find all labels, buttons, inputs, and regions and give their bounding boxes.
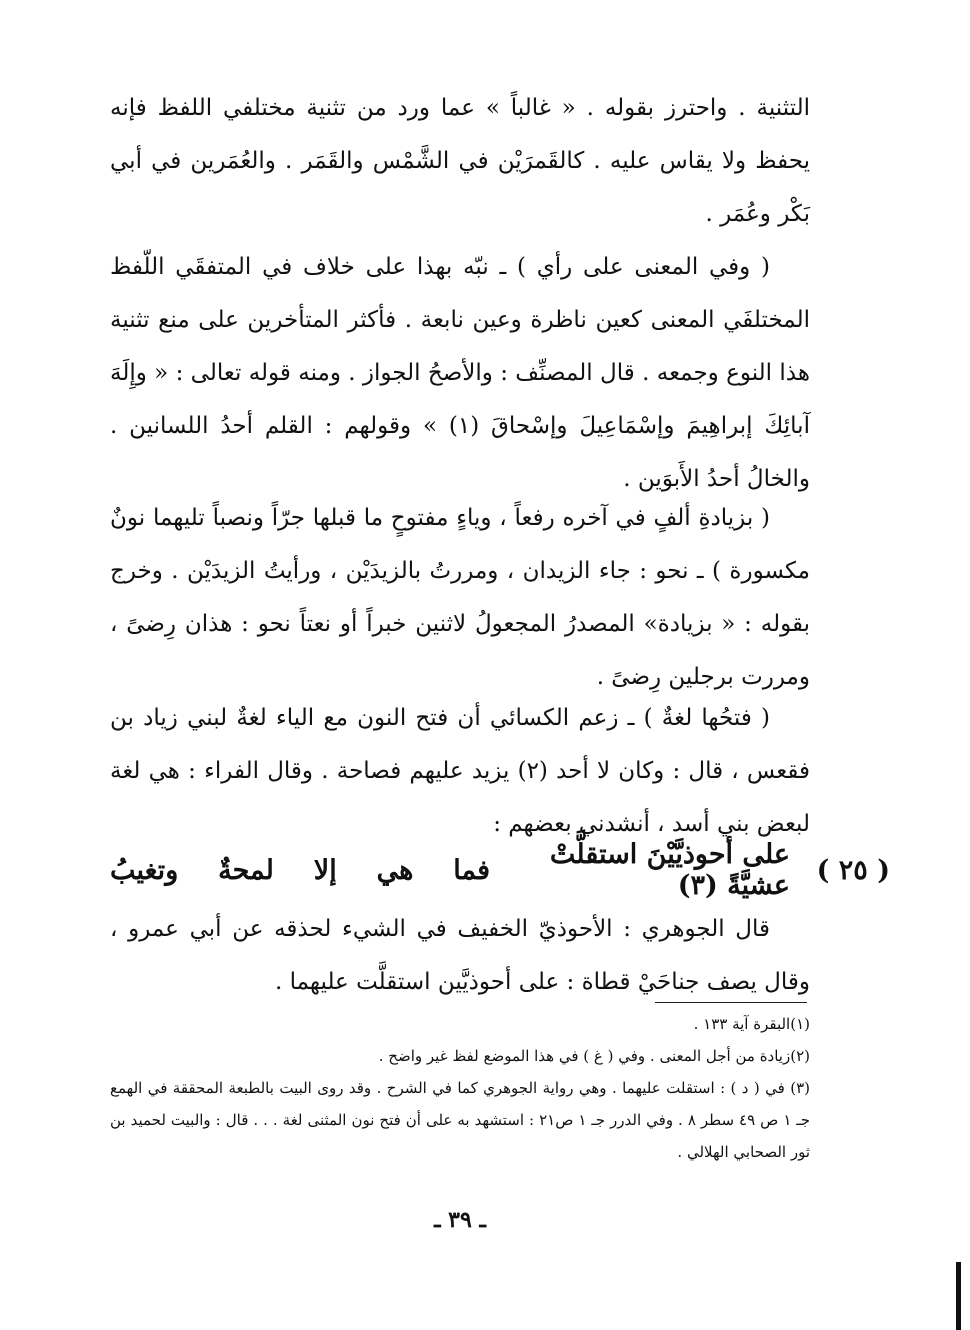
page-number: ـ ٣٩ ـ: [434, 1207, 486, 1233]
footnote: (٢)زيادة من أجل المعنى . وفي ( غ ) في هذا الموضع لفظ غير واضح .: [378, 1047, 810, 1065]
footnote-divider: [655, 1002, 807, 1003]
body-paragraph: ( فتحُها لغةٌ ) ـ زعم الكسائي أن فتح النون مع الياء لغةٌ لبني زياد بن فقعس ، قال : وكان لا أحد (٢) يزيد عليهم فصاحة . وقال الفراء : هي لغة لبعض بني أسد ، أنشدني بعضهم :: [110, 705, 810, 837]
poetry-verse: [110, 840, 890, 900]
footnotes: [110, 1008, 810, 1168]
body-paragraph: التثنية . واحترز بقوله . « غالباً » عما ورد من تثنية مختلفي اللفظ فإنه يحفظ ولا يقاس عليه . كالقَمرَيْن في الشَّمْس والقَمَر . والعُمَرين في أبي بَكْر وعُمَر .: [110, 95, 810, 227]
verse-second-hemistich: فما هي إلا لمحةٌ وتغيبُ: [110, 854, 490, 886]
body-paragraph: قال الجوهري : الأحوذيّ الخفيف في الشيء لحذقه عن أبي عمرو ، وقال يصف جناحَيْ قطاة : على أحوذيَّين استقلَّت عليهما .: [110, 916, 810, 995]
footnote: (١)البقرة آية ١٣٣ .: [693, 1015, 810, 1033]
body-paragraph: ( بزيادةِ ألفٍ في آخره رفعاً ، وياءٍ مفتوحٍ ما قبلها جرّاً ونصباً تليهما نونٌ مكسورة ) ـ نحو : جاء الزيدان ، ومررتُ بالزيدَيْن ، ورأيتُ الزيدَيْن . وخرج بقوله : « بزيادة» المصدرُ المجعولُ لاثنين خبراً أو نعتاً نحو : هذان رِضىً ، ومررت برجلين رِضىً .: [110, 505, 810, 690]
footnote: (٣) في ( د ) : استقلت عليهما . وهي رواية الجوهري كما في الشرح . وقد روى البيت بالطبعة المحققة في الهمع جـ ١ ص ٤٩ سطر ٨ . وفي الدرر جـ ١ ص٢١ : استشهد به على أن فتح نون المثنى لغة . . . قال : والبيت لحميد بن ثور الصحابي الهلالي .: [110, 1079, 811, 1161]
verse-number: ( ٢٥ ): [816, 854, 890, 886]
scan-edge-mark: [956, 1262, 961, 1330]
verse-first-hemistich: على أحوذيَّيْنَ استقلَّتْ عشيَّةً (٣): [549, 839, 790, 901]
body-paragraph: ( وفي المعنى على رأي ) ـ نبّه بهذا على خلاف في المتفقَي اللّفظ المختلفَي المعنى كعين ناظرة وعين نابعة . فأكثر المتأخرين على منع تثنية هذا النوع وجمعه . قال المصنِّف : والأصحُ الجواز . ومنه قوله تعالى : « وإِلَهَ آبائِكَ إبراهِيمَ وإسْمَاعِيلَ وإسْحاقَ (١) » وقولهم : القلم أحدُ اللسانين . والخالُ أحدُ الأَبوَين .: [110, 254, 810, 492]
